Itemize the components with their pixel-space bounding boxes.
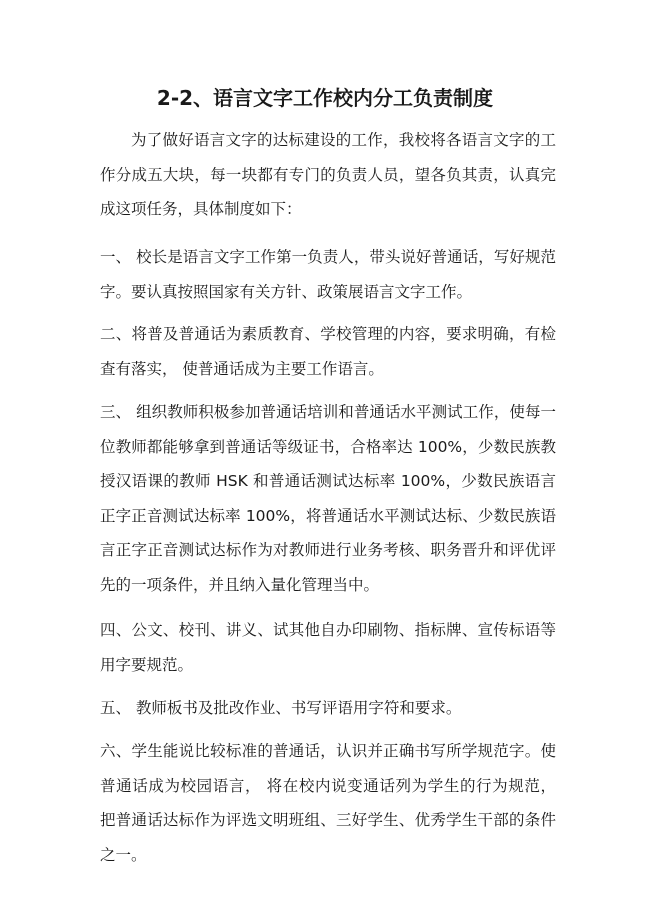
- intro-paragraph: 为了做好语言文字的达标建设的工作，我校将各语言文字的工作分成五大块，每一块都有专门的负责人员，望各负其责，认真完成这项任务，具体制度如下：: [100, 131, 556, 218]
- clause-4-paragraph: 四、公文、校刊、讲义、试其他自办印刷物、指标牌、宣传标语等用字要规范。: [100, 621, 556, 674]
- clause-2-paragraph: 二、将普及普通话为素质教育、学校管理的内容，要求明确，有检查有落实， 使普通话成为主要工作语言。: [100, 325, 556, 378]
- clause-3-paragraph: 三、 组织教师积极参加普通话培训和普通话水平测试工作，使每一位教师都能够拿到普通话等级证书，合格率达 100%，少数民族教授汉语课的教师 HSK 和普通话测试达标率 100%，少数民族语言正字正音测试达标率 100%，将普通话水平测试达标、少数民族语言正字正音测试达标作为对教师进行业务考核、职务晋升和评优评先的一项条件，并且纳入量化管理当中。: [100, 403, 556, 594]
- document-title: 2-2、语言文字工作校内分工负责制度: [156, 86, 494, 110]
- clause-5-paragraph: 五、 教师板书及批改作业、书写评语用字符和要求。: [100, 699, 462, 717]
- clause-1-paragraph: 一、 校长是语言文字工作第一负责人，带头说好普通话，写好规范字。要认真按照国家有关方针、政策展语言文字工作。: [100, 248, 556, 301]
- clause-6-paragraph: 六、学生能说比较标准的普通话，认识并正确书写所学规范字。使普通话成为校园语言， 将在校内说变通话列为学生的行为规范， 把普通话达标作为评选文明班组、三好学生、优秀学生干部的条件之一。: [100, 742, 556, 864]
